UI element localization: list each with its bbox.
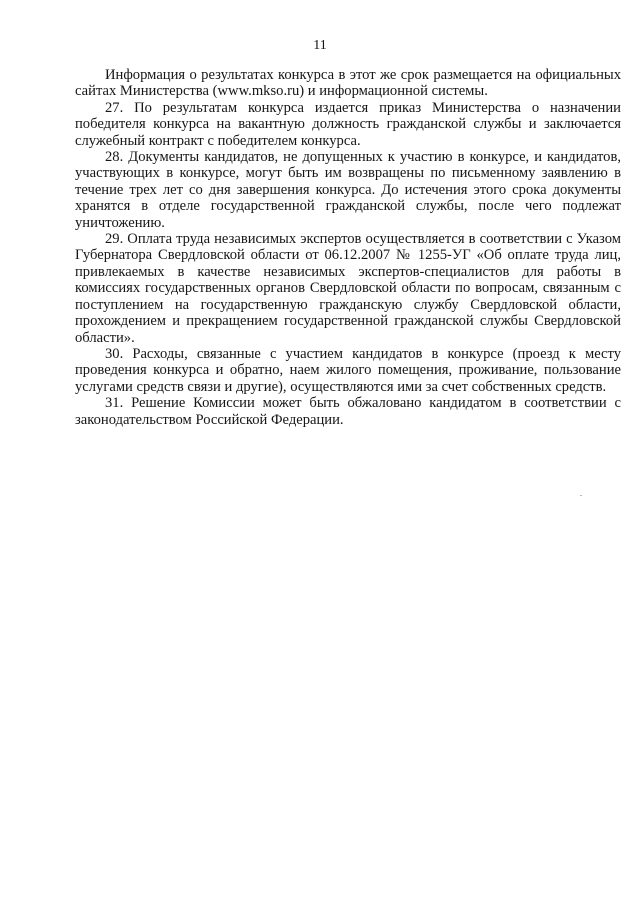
paragraph-28-documents-return: 28. Документы кандидатов, не допущенных к участию в конкурсе, и кандидатов, участвующих в конкурсе, могут быть им возвращены по письменному заявлению в течение трех лет со дня завершения конкурса. До истечения этого срока документы хранятся в отделе государственной гражданской службы, после чего подлежат уничтожению. — [75, 149, 621, 231]
scan-speck — [580, 495, 582, 496]
paragraph-27-appointment-order: 27. По результатам конкурса издается приказ Министерства о назначении победителя конкурса на вакантную должность гражданской службы и заключается служебный контракт с победителем конкурса. — [75, 99, 621, 149]
paragraph-30-candidate-expenses: 30. Расходы, связанные с участием кандидатов в конкурсе (проезд к месту проведения конкурса и обратно, наем жилого помещения, проживание, пользование услугами средств связи и другие), осуществляются ими за счет собственных средств. — [75, 345, 621, 395]
page-number: 11 — [313, 38, 327, 53]
paragraph-31-appeal: 31. Решение Комиссии может быть обжаловано кандидатом в соответствии с законодательством Российской Федерации. — [75, 395, 621, 428]
document-body — [75, 67, 621, 428]
paragraph-results-publication: Информация о результатах конкурса в этот же срок размещается на официальных сайтах Министерства (www.mkso.ru) и информационной системы. — [75, 67, 621, 100]
paragraph-29-expert-payment: 29. Оплата труда независимых экспертов осуществляется в соответствии с Указом Губернатора Свердловской области от 06.12.2007 № 1255-УГ «Об оплате труда лиц, привлекаемых в качестве независимых экспертов-специалистов для работы в комиссиях государственных органов Свердловской области по вопросам, связанным с поступлением на государственную гражданскую службу Свердловской области, прохождением и прекращением государственной гражданской службы Свердловской области». — [75, 231, 621, 346]
